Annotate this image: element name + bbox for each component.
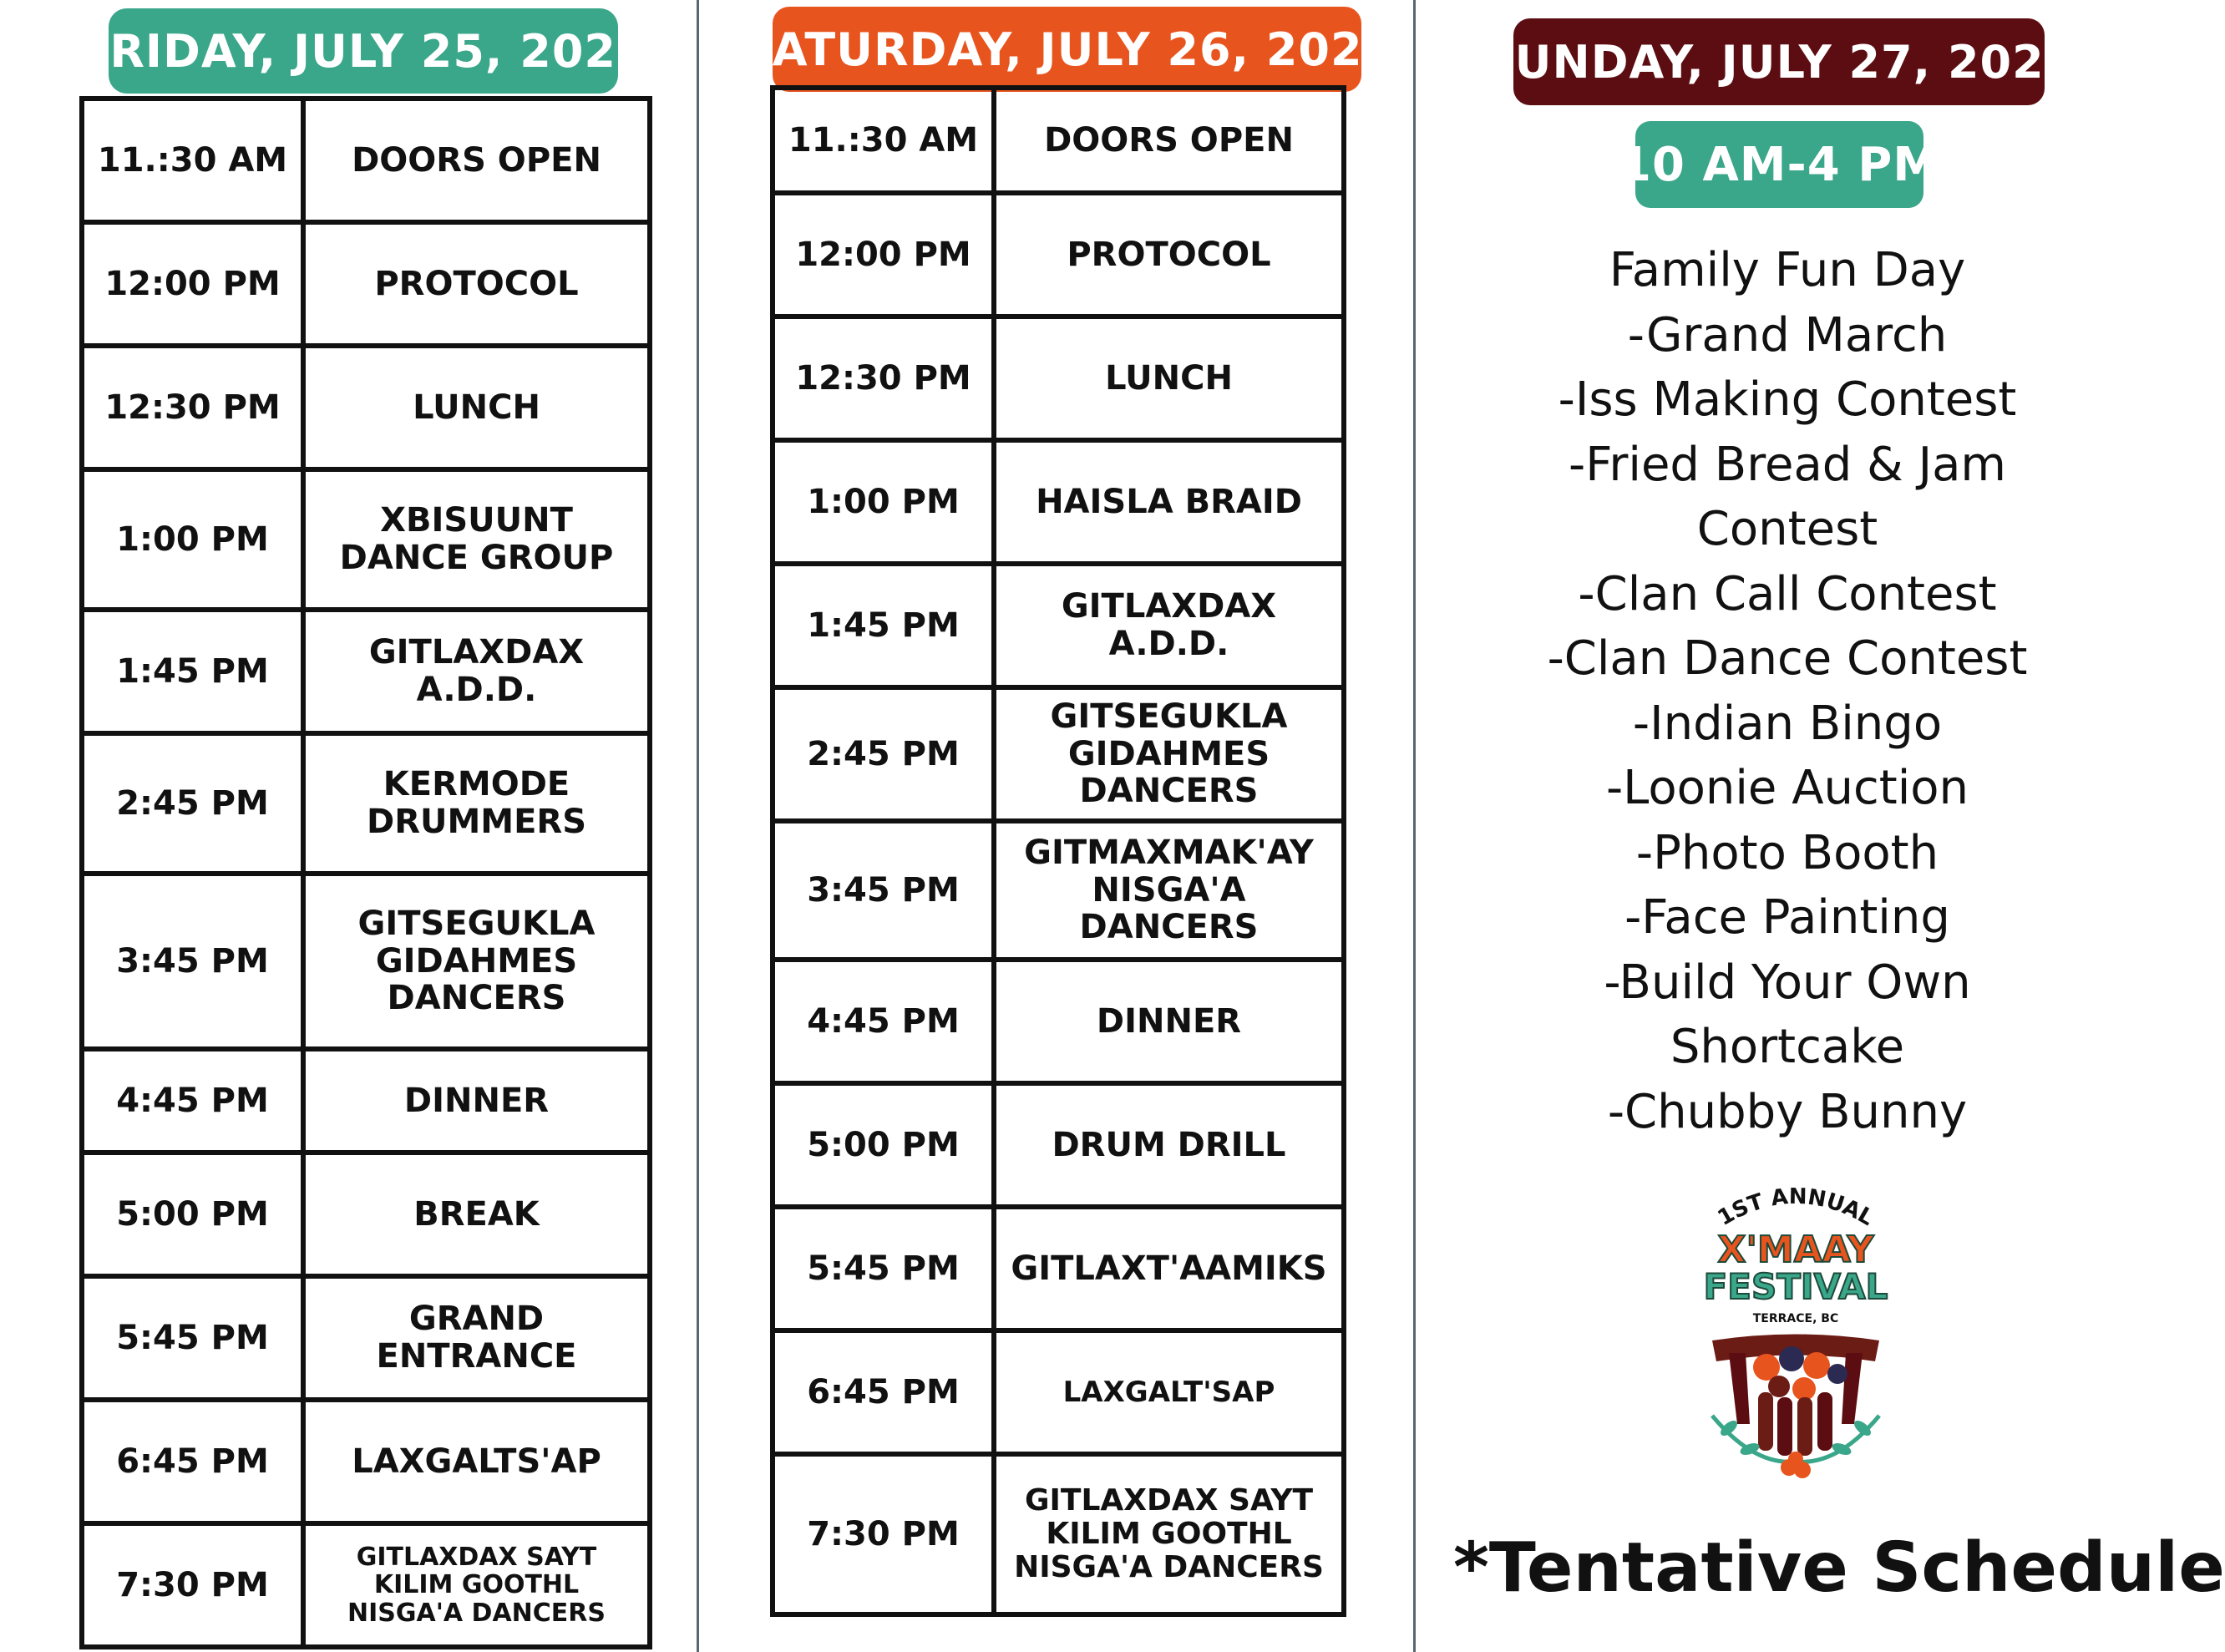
table-row [773, 1454, 1344, 1614]
list-item: Shortcake [1670, 1020, 1905, 1074]
event-cell: DINNER [994, 960, 1344, 1083]
saturday-schedule-table [770, 85, 1346, 1617]
list-item: Contest [1696, 502, 1878, 556]
sunday-hours-badge [1619, 121, 1940, 208]
saturday-header [738, 7, 1396, 92]
time-cell: 5:45 PM [82, 1276, 303, 1400]
sunday-hours: 10 AM-4 PM [1619, 137, 1940, 192]
event-cell: GITLAXDAX A.D.D. [303, 610, 650, 733]
time-cell: 1:00 PM [773, 440, 994, 564]
time-cell: 5:45 PM [773, 1207, 994, 1330]
table-row [82, 610, 650, 733]
event-cell: PROTOCOL [303, 222, 650, 346]
time-cell: 1:45 PM [82, 610, 303, 733]
event-cell: GITLAXT'AAMIKS [994, 1207, 1344, 1330]
sunday-header [1481, 18, 2077, 105]
table-row [773, 317, 1344, 440]
list-item: -Iss Making Contest [1558, 372, 2017, 427]
festival-logo [1679, 1173, 1913, 1487]
table-row [82, 222, 650, 346]
time-cell: 4:45 PM [82, 1049, 303, 1153]
column-divider-right [1413, 0, 1416, 1652]
event-cell: LAXGALTS'AP [303, 1400, 650, 1523]
logo-line3: FESTIVAL [1703, 1266, 1888, 1307]
list-item: -Chubby Bunny [1607, 1084, 1968, 1139]
list-item: Family Fun Day [1609, 243, 1966, 297]
time-cell: 2:45 PM [773, 687, 994, 821]
event-cell: GRAND ENTRANCE [303, 1276, 650, 1400]
list-item: -Face Painting [1624, 890, 1950, 945]
event-cell: XBISUUNT DANCE GROUP [303, 469, 650, 610]
table-row [773, 440, 1344, 564]
tentative-schedule-note: *Tentative Schedule [1453, 1528, 2225, 1608]
table-row [82, 1049, 650, 1153]
time-cell: 3:45 PM [773, 821, 994, 960]
table-row [773, 687, 1344, 821]
time-cell: 5:00 PM [773, 1083, 994, 1207]
table-row [773, 821, 1344, 960]
time-cell: 7:30 PM [82, 1523, 303, 1647]
event-cell: BREAK [303, 1153, 650, 1276]
time-cell: 11.:30 AM [773, 88, 994, 193]
sunday-activity-list [1420, 238, 2155, 1144]
table-row [773, 1083, 1344, 1207]
table-row [82, 469, 650, 610]
table-row [82, 733, 650, 874]
event-cell: DOORS OPEN [994, 88, 1344, 193]
list-item: -Clan Dance Contest [1547, 631, 2028, 686]
event-cell: HAISLA BRAID [994, 440, 1344, 564]
svg-text:1ST ANNUAL [1714, 1184, 1878, 1231]
time-cell: 12:00 PM [82, 222, 303, 346]
event-cell: GITLAXDAX SAYT KILIM GOOTHL NISGA'A DANCERS [994, 1454, 1344, 1614]
time-cell: 12:30 PM [773, 317, 994, 440]
time-cell: 7:30 PM [773, 1454, 994, 1614]
time-cell: 3:45 PM [82, 874, 303, 1049]
event-cell: DRUM DRILL [994, 1083, 1344, 1207]
time-cell: 6:45 PM [773, 1330, 994, 1454]
time-cell: 11.:30 AM [82, 99, 303, 222]
table-row [773, 193, 1344, 317]
event-cell: GITLAXDAX SAYT KILIM GOOTHL NISGA'A DANCERS [303, 1523, 650, 1647]
list-item: -Loonie Auction [1605, 761, 1969, 815]
table-row [82, 1400, 650, 1523]
time-cell: 5:00 PM [82, 1153, 303, 1276]
logo-line2: X'MAAY [1717, 1229, 1874, 1271]
table-row [773, 564, 1344, 687]
list-item: -Photo Booth [1635, 825, 1939, 880]
table-row [773, 960, 1344, 1083]
table-row [82, 1276, 650, 1400]
table-row [82, 346, 650, 469]
list-item: -Build Your Own [1604, 955, 1971, 1010]
logo-line4: TERRACE, BC [1752, 1312, 1839, 1325]
list-item: -Grand March [1627, 307, 1948, 362]
event-cell: GITMAXMAK'AY NISGA'A DANCERS [994, 821, 1344, 960]
time-cell: 1:00 PM [82, 469, 303, 610]
friday-header [78, 8, 649, 94]
event-cell: LUNCH [303, 346, 650, 469]
sunday-title: SUNDAY, JULY 27, 2025 [1481, 35, 2077, 89]
column-divider-left [697, 0, 699, 1652]
event-cell: KERMODE DRUMMERS [303, 733, 650, 874]
event-cell: DINNER [303, 1049, 650, 1153]
time-cell: 12:30 PM [82, 346, 303, 469]
time-cell: 6:45 PM [82, 1400, 303, 1523]
table-row [82, 1523, 650, 1647]
time-cell: 12:00 PM [773, 193, 994, 317]
logo-line1: 1ST ANNUAL [1713, 1183, 1878, 1232]
table-row [773, 1207, 1344, 1330]
list-item: -Fried Bread & Jam [1569, 437, 2006, 492]
table-row [773, 88, 1344, 193]
list-item: -Indian Bingo [1632, 696, 1943, 751]
table-row [773, 1330, 1344, 1454]
saturday-title: SATURDAY, JULY 26, 2025 [738, 23, 1396, 76]
friday-schedule-table [79, 96, 652, 1649]
friday-title: FRIDAY, JULY 25, 2025 [78, 24, 649, 78]
event-cell: LUNCH [994, 317, 1344, 440]
time-cell: 1:45 PM [773, 564, 994, 687]
event-cell: GITSEGUKLA GIDAHMES DANCERS [994, 687, 1344, 821]
event-cell: GITLAXDAX A.D.D. [994, 564, 1344, 687]
list-item: -Clan Call Contest [1578, 566, 1997, 621]
event-cell: DOORS OPEN [303, 99, 650, 222]
event-cell: GITSEGUKLA GIDAHMES DANCERS [303, 874, 650, 1049]
table-row [82, 99, 650, 222]
table-row [82, 874, 650, 1049]
time-cell: 4:45 PM [773, 960, 994, 1083]
event-cell: PROTOCOL [994, 193, 1344, 317]
time-cell: 2:45 PM [82, 733, 303, 874]
event-cell: LAXGALT'SAP [994, 1330, 1344, 1454]
table-row [82, 1153, 650, 1276]
